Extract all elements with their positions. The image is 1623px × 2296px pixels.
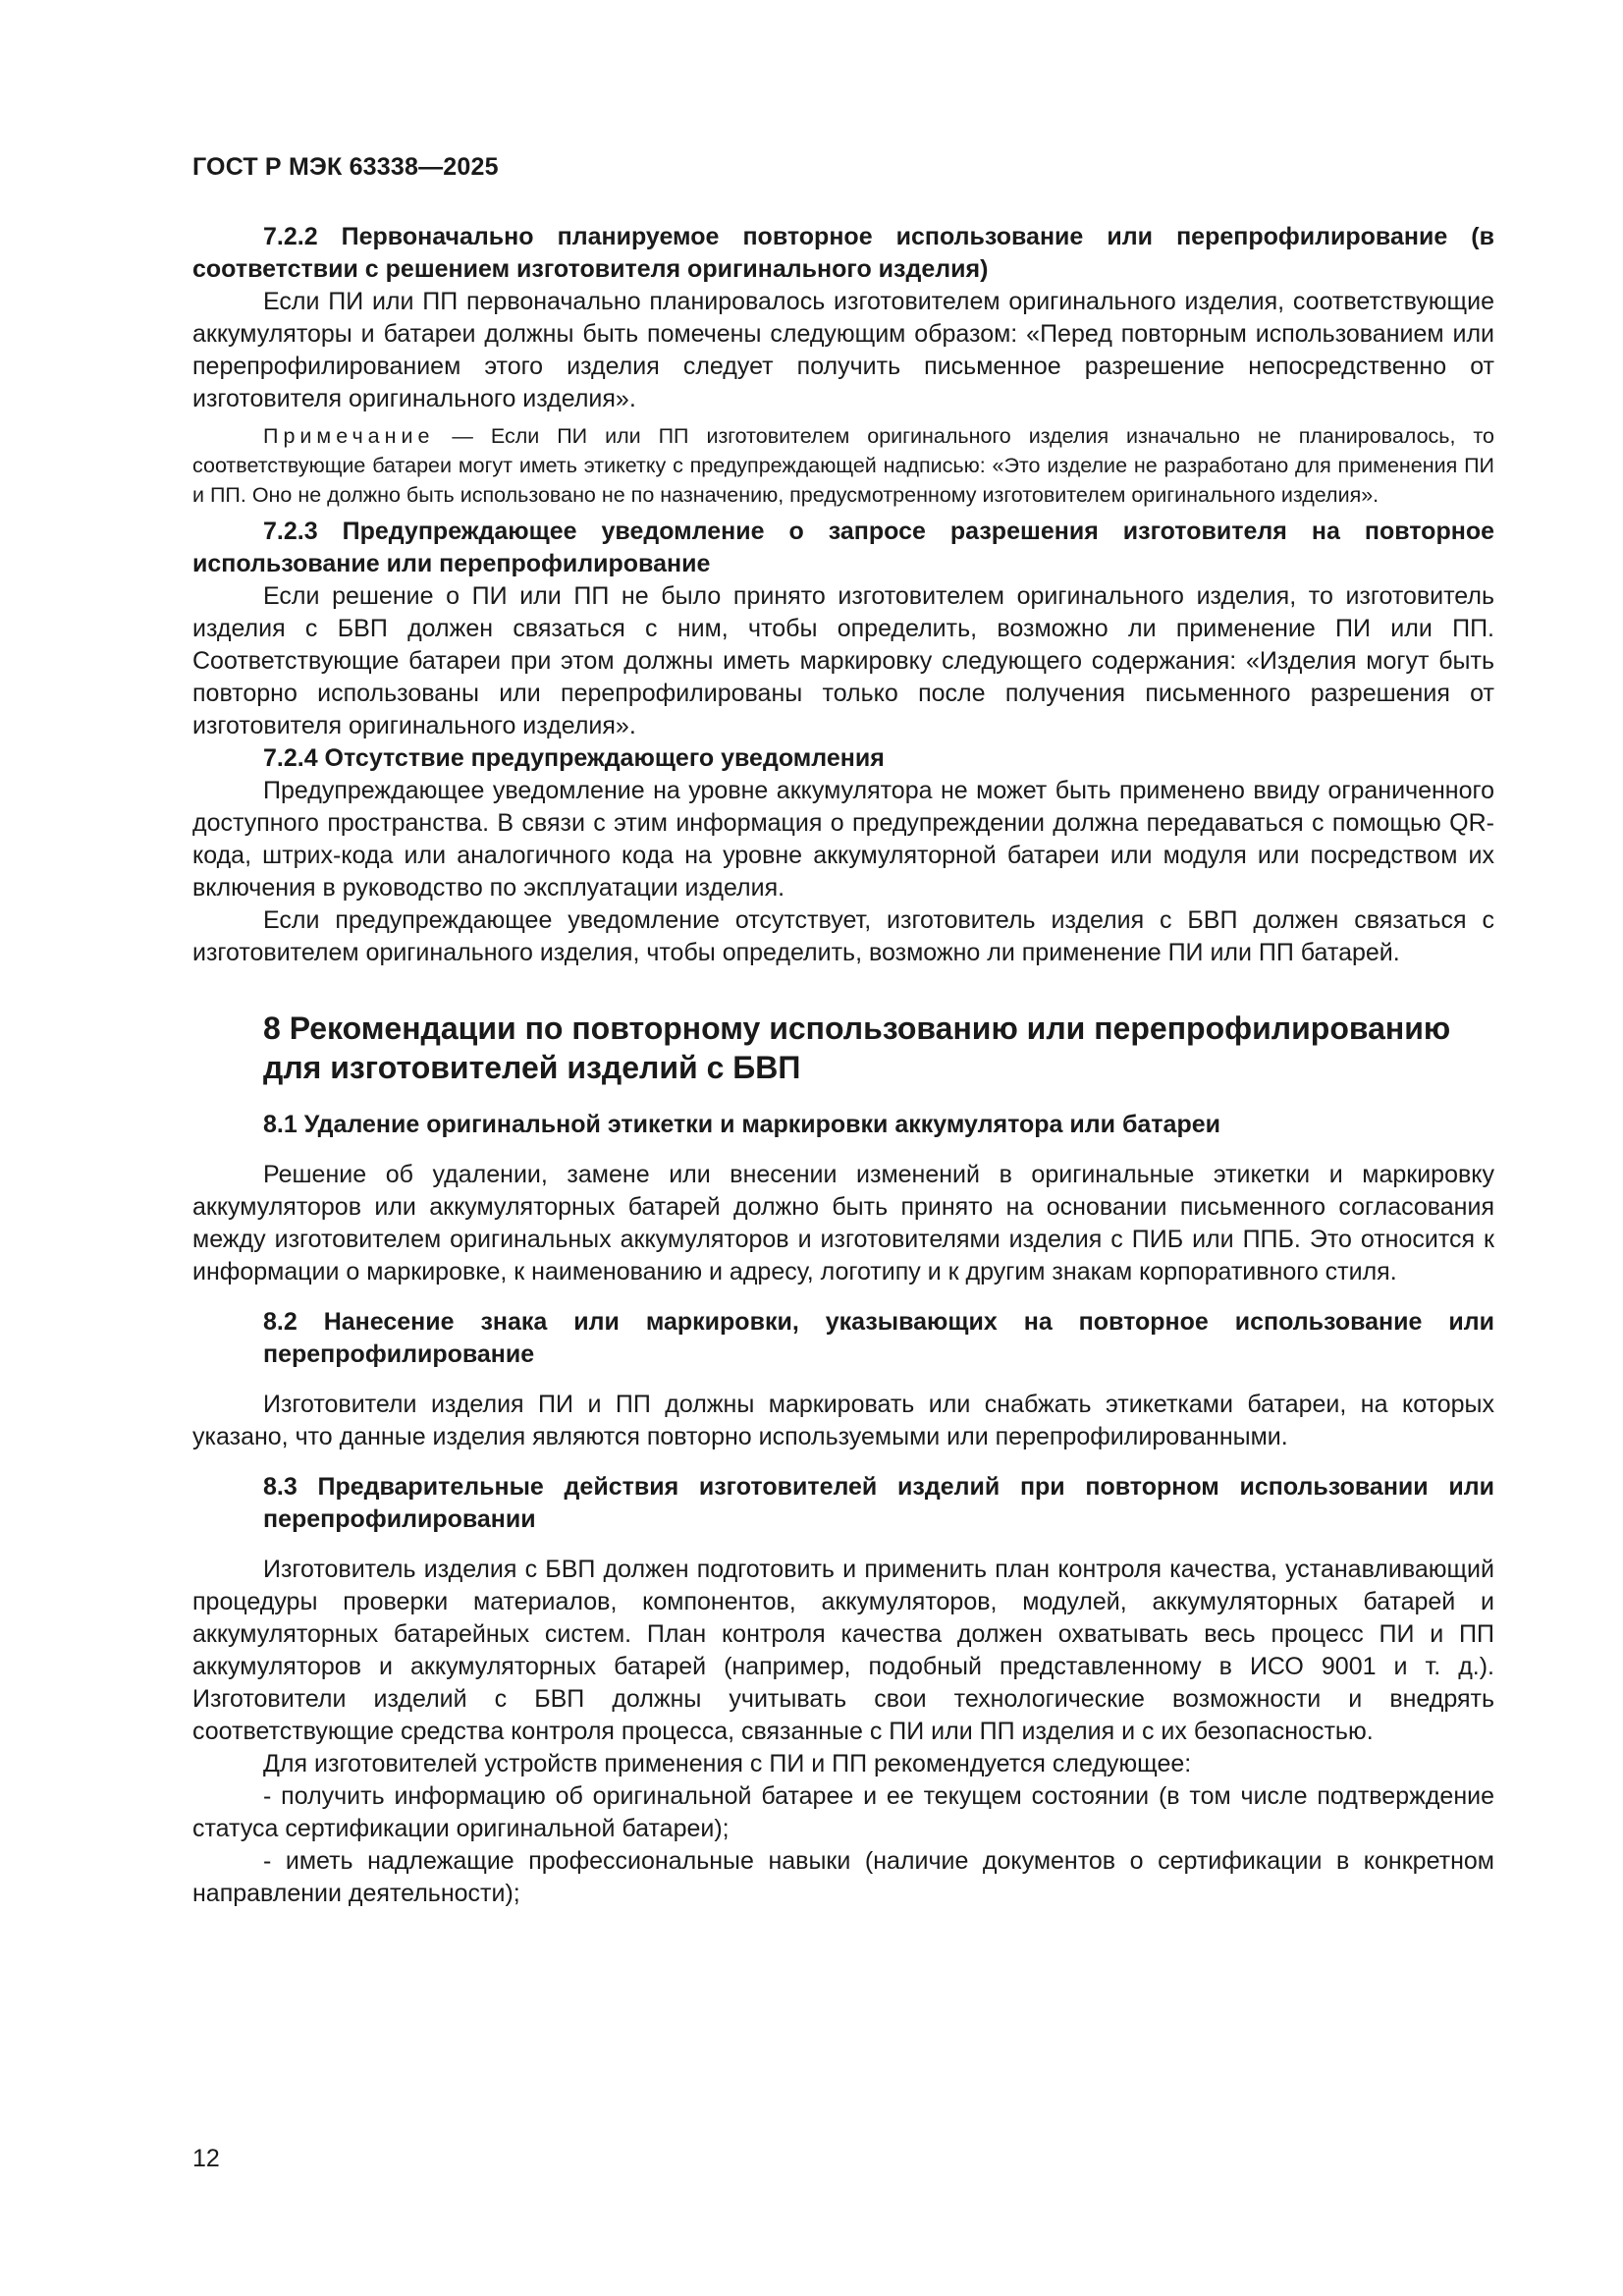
section-8-3-paragraph-2: Для изготовителей устройств применения с ПИ и ПП рекомендуется следующее: xyxy=(263,1750,1192,1777)
note-label: Примечание xyxy=(263,424,435,448)
list-item: - иметь надлежащие профессиональные навыки (наличие документов о сертификации в конкретном направлении деятельности); xyxy=(192,1847,1494,1907)
note-paragraph xyxy=(192,421,1494,510)
section-7-2-4-heading: 7.2.4 Отсутствие предупреждающего уведомления xyxy=(263,744,885,772)
list-item: - получить информацию об оригинальной батарее и ее текущем состоянии (в том числе подтверждение статуса сертификации оригинальной батареи); xyxy=(192,1782,1494,1842)
section-7-2-2-heading: 7.2.2 Первоначально планируемое повторное использование или перепрофилирование (в соответствии с решением изготовителя оригинального изделия) xyxy=(192,223,1494,283)
section-7-2-2-paragraph: Если ПИ или ПП первоначально планировалось изготовителем оригинального изделия, соответствующие аккумуляторы и батареи должны быть помечены следующим образом: «Перед повторным использованием или перепрофилированием этого изделия следует получить письменное разрешение непосредственно от изготовителя оригинального изделия». xyxy=(192,288,1494,412)
standard-code-header: ГОСТ Р МЭК 63338—2025 xyxy=(192,153,499,181)
section-7-2-4-paragraph-2: Если предупреждающее уведомление отсутствует, изготовитель изделия с БВП должен связаться с изготовителем оригинального изделия, чтобы определить, возможно ли применение ПИ или ПП батарей. xyxy=(192,906,1494,966)
section-7-2-4-paragraph-1: Предупреждающее уведомление на уровне аккумулятора не может быть применено ввиду ограниченного доступного пространства. В связи с этим информация о предупреждении должна передаваться с помощью QR-кода, штрих-кода или аналогичного кода на уровне аккумуляторной батареи или модуля или посредством их включения в руководство по эксплуатации изделия. xyxy=(192,777,1494,902)
section-8-1-heading: 8.1 Удаление оригинальной этикетки и маркировки аккумулятора или батареи xyxy=(263,1111,1220,1138)
section-7-2-3-paragraph: Если решение о ПИ или ПП не было принято изготовителем оригинального изделия, то изготовитель изделия с БВП должен связаться с ним, чтобы определить, возможно ли применение ПИ или ПП. Соответствующие батареи при этом должны иметь маркировку следующего содержания: «Изделия могут быть повторно использованы или перепрофилированы только после получения письменного разрешения от изготовителя оригинального изделия». xyxy=(192,582,1494,739)
section-8-3-paragraph-1: Изготовитель изделия с БВП должен подготовить и применить план контроля качества, устанавливающий процедуры проверки материалов, компонентов, аккумуляторов, модулей, аккумуляторных батарей и аккумуляторных батарейных систем. План контроля качества должен охватывать весь процесс ПИ и ПП аккумуляторов и аккумуляторных батарей (например, подобный представленному в ИСО 9001 и т. д.). Изготовители изделий с БВП должны учитывать свои технологические возможности и внедрять соответствующие средства контроля процесса, связанные с ПИ или ПП изделия и с их безопасностью. xyxy=(192,1556,1494,1745)
page-content xyxy=(192,221,1494,1910)
section-8-heading: 8 Рекомендации по повторному использованию или перепрофилированию для изготовителей изделий с БВП xyxy=(263,1011,1451,1085)
note-text: — Если ПИ или ПП изготовителем оригинального изделия изначально не планировалось, то соответствующие батареи могут иметь этикетку с предупреждающей надписью: «Это изделие не разработано для применения ПИ и ПП. Оно не должно быть использовано не по назначению, предусмотренному изготовителем оригинального изделия». xyxy=(192,424,1494,507)
section-8-1-paragraph: Решение об удалении, замене или внесении изменений в оригинальные этикетки и маркировку аккумуляторов или аккумуляторных батарей должно быть принято на основании письменного согласования между изготовителем оригинальных аккумуляторов и изготовителями изделия с ПИБ или ППБ. Это относится к информации о маркировке, к наименованию и адресу, логотипу и к другим знакам корпоративного стиля. xyxy=(192,1161,1494,1285)
page-number: 12 xyxy=(192,2145,220,2172)
section-8-2-heading: 8.2 Нанесение знака или маркировки, указывающих на повторное использование или перепрофилирование xyxy=(263,1308,1494,1368)
section-8-2-paragraph: Изготовители изделия ПИ и ПП должны маркировать или снабжать этикетками батареи, на которых указано, что данные изделия являются повторно используемыми или перепрофилированными. xyxy=(192,1391,1494,1450)
section-7-2-3-heading: 7.2.3 Предупреждающее уведомление о запросе разрешения изготовителя на повторное использование или перепрофилирование xyxy=(192,518,1494,577)
section-8-3-heading: 8.3 Предварительные действия изготовителей изделий при повторном использовании или перепрофилировании xyxy=(263,1473,1494,1533)
